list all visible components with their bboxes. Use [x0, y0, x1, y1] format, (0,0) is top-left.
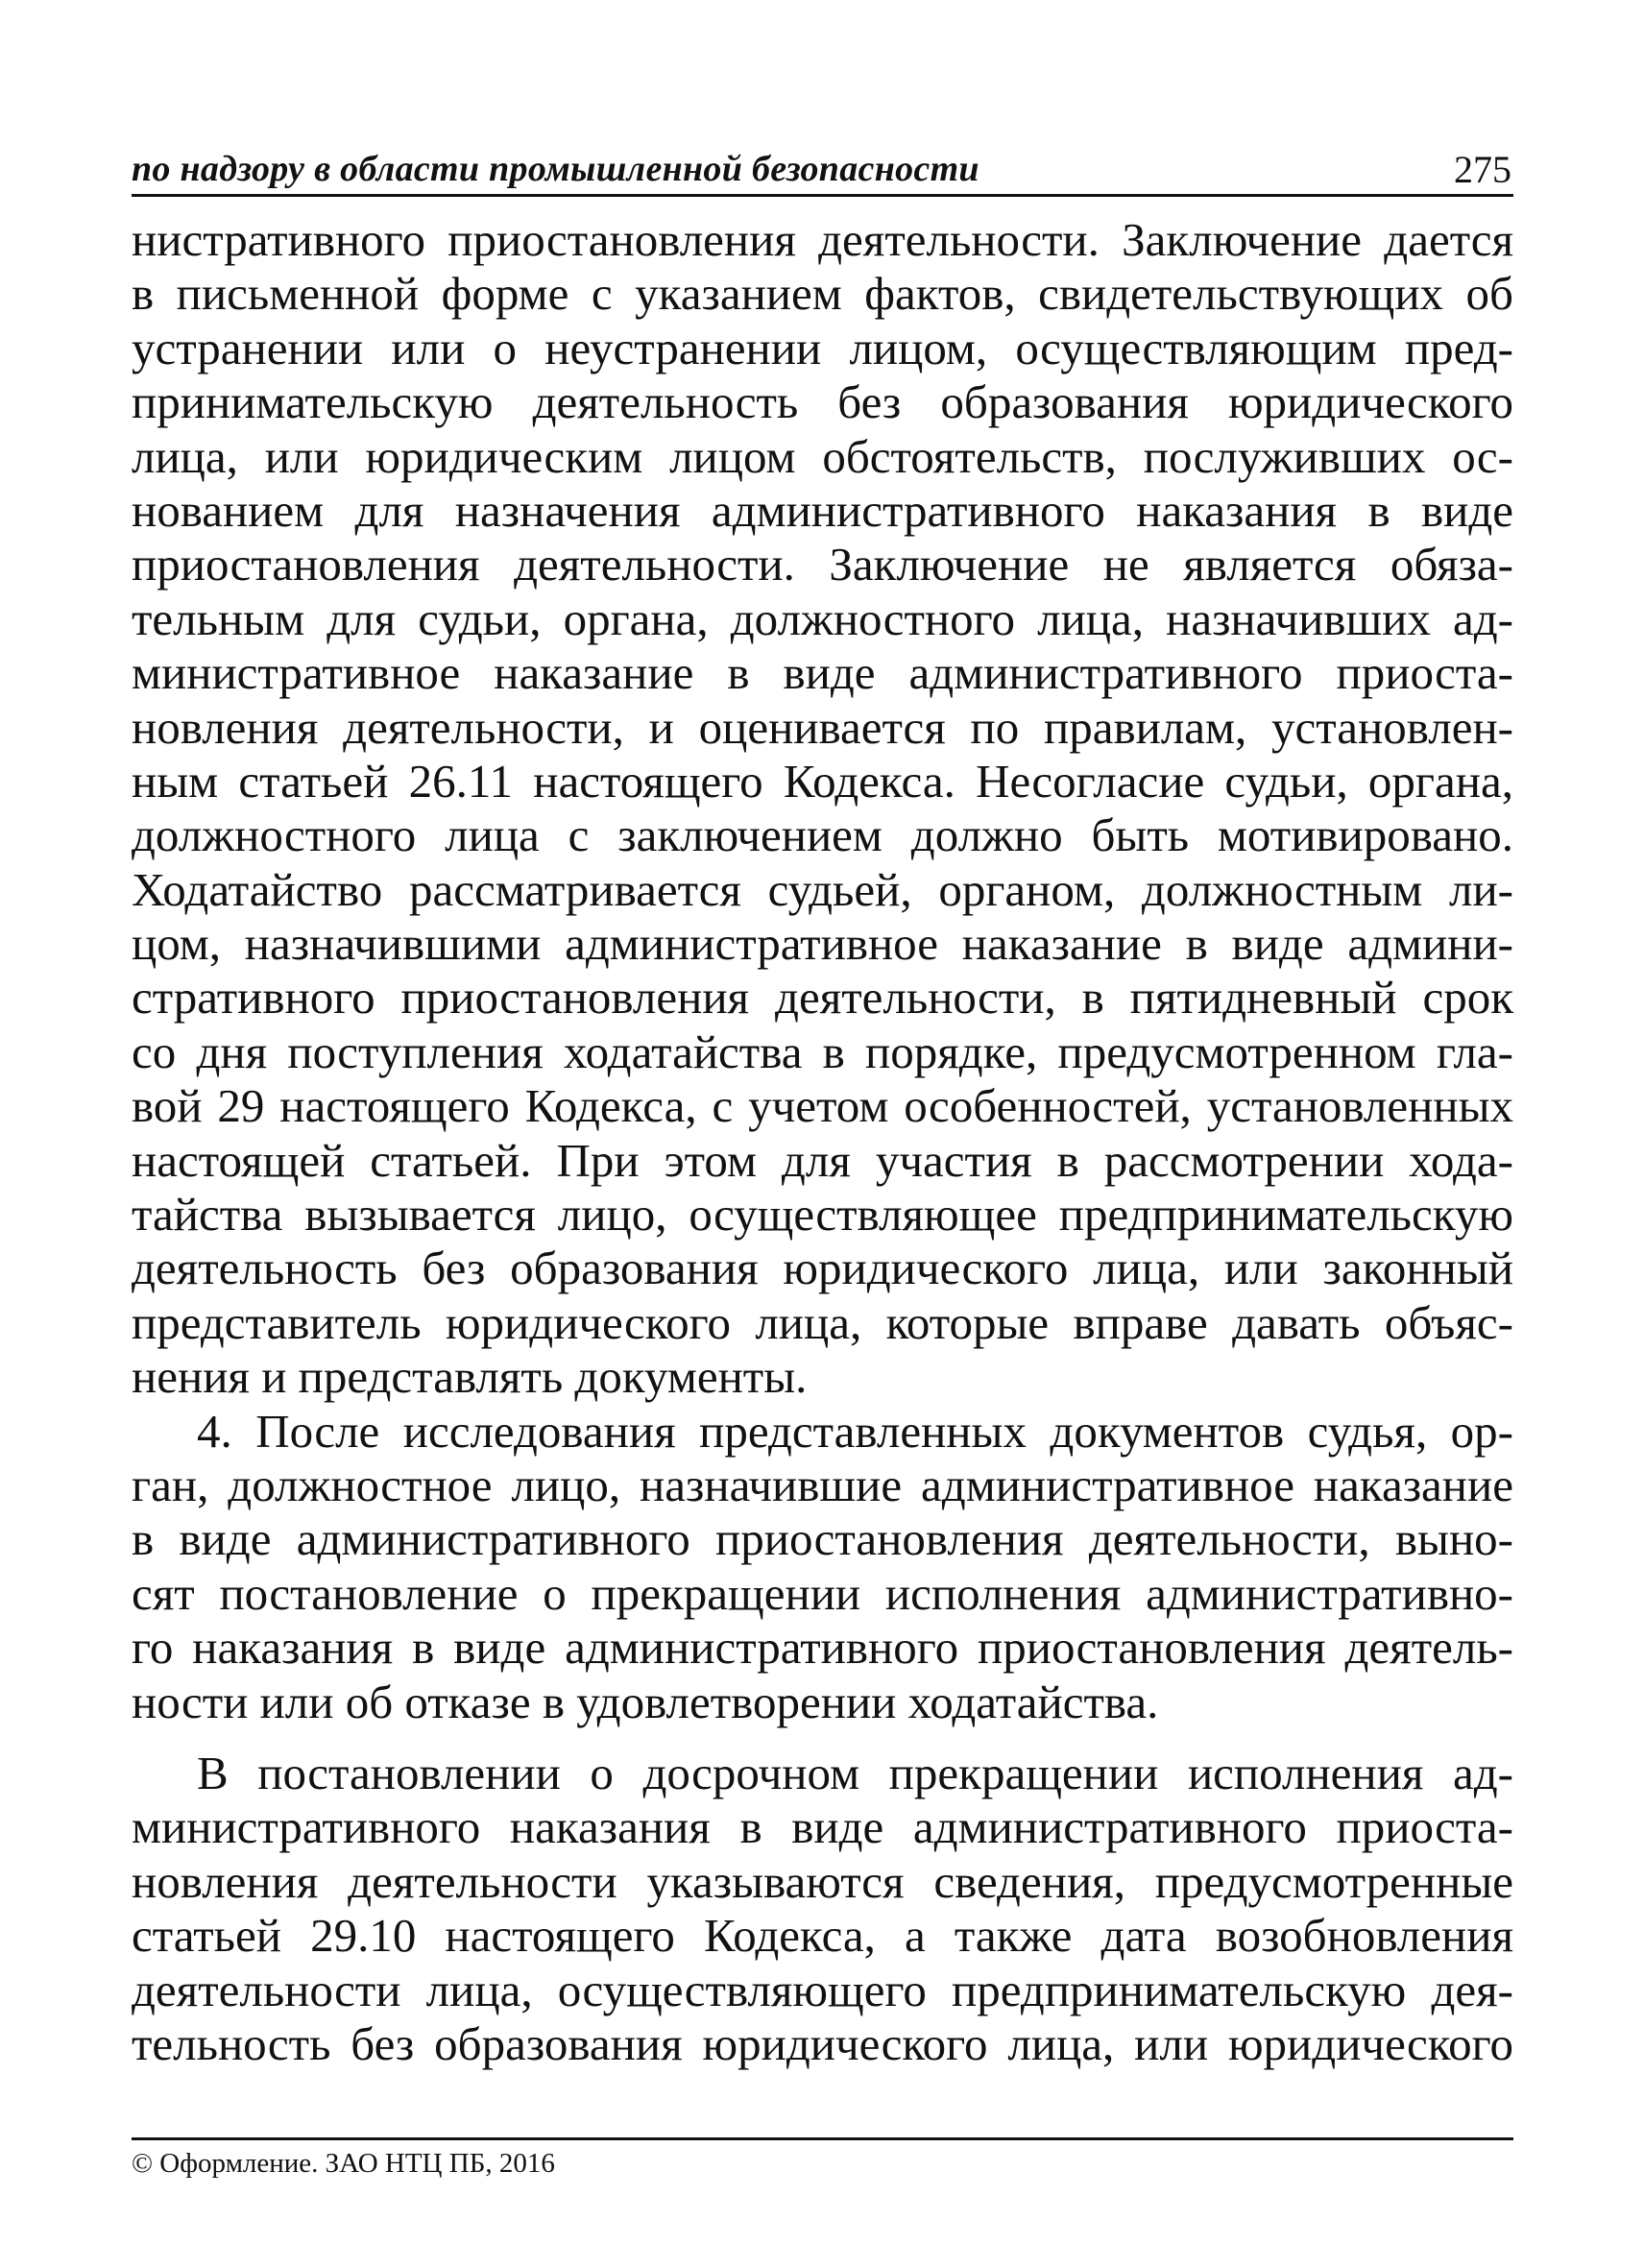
text-line: должностного лица с заключением должно быть мотивировано.	[132, 808, 1513, 862]
text-line: новления деятельности указываются сведения, предусмотренные	[132, 1854, 1513, 1908]
text-line: в письменной форме с указанием фактов, свидетельствующих об	[132, 267, 1513, 321]
text-line: министративное наказание в виде административного приоста-	[132, 646, 1513, 700]
text-line: тельным для судьи, органа, должностного лица, назначивших ад-	[132, 591, 1513, 645]
text-line: лица, или юридическим лицом обстоятельств, послуживших ос-	[132, 429, 1513, 483]
running-title: по надзору в области промышленной безопасности	[132, 149, 979, 189]
text-line: стративного приостановления деятельности, в пятидневный срок	[132, 971, 1513, 1025]
text-line: вой 29 настоящего Кодекса, с учетом особенностей, установленных	[132, 1079, 1513, 1133]
text-line: представитель юридического лица, которые вправе давать объяс-	[132, 1295, 1513, 1349]
text-line: приостановления деятельности. Заключение не является обяза-	[132, 538, 1513, 591]
copyright-footer	[132, 2137, 1513, 2180]
text-line: деятельности лица, осуществляющего предпринимательскую дея-	[132, 1963, 1513, 2016]
text-line: ган, должностное лицо, назначившие административное наказание	[132, 1458, 1513, 1511]
paragraph-continued	[132, 213, 1513, 1405]
text-line: тельность без образования юридического лица, или юридического	[132, 2016, 1513, 2070]
text-line: тайства вызывается лицо, осуществляющее предпринимательскую	[132, 1188, 1513, 1242]
text-line: ным статьей 26.11 настоящего Кодекса. Несогласие судьи, органа,	[132, 754, 1513, 808]
text-line: 4. После исследования представленных документов судья, ор-	[197, 1404, 1513, 1458]
text-line: принимательскую деятельность без образования юридического	[132, 375, 1513, 429]
running-header	[132, 144, 1513, 197]
text-line: настоящей статьей. При этом для участия в рассмотрении хода-	[132, 1133, 1513, 1187]
page-number: 275	[1454, 148, 1511, 191]
paragraph-spacer	[132, 1729, 1513, 1747]
text-line: нения и представлять документы.	[132, 1350, 808, 1404]
text-line: новления деятельности, и оценивается по правилам, установлен-	[132, 700, 1513, 754]
copyright-text: © Оформление. ЗАО НТЦ ПБ, 2016	[132, 2148, 555, 2179]
text-line: статьей 29.10 настоящего Кодекса, а также дата возобновления	[132, 1909, 1513, 1963]
text-line: устранении или о неустранении лицом, осуществляющим пред-	[132, 321, 1513, 374]
text-line: В постановлении о досрочном прекращении исполнения ад-	[197, 1746, 1513, 1799]
text-line: Ходатайство рассматривается судьей, органом, должностным ли-	[132, 862, 1513, 916]
text-line: деятельность без образования юридического лица, или законный	[132, 1242, 1513, 1295]
text-line: цом, назначившими административное наказание в виде админи-	[132, 917, 1513, 971]
body-text	[132, 213, 1513, 2071]
text-line: министративного наказания в виде административного приоста-	[132, 1800, 1513, 1854]
text-line: го наказания в виде административного приостановления деятель-	[132, 1621, 1513, 1675]
text-line: ности или об отказе в удовлетворении ходатайства.	[132, 1675, 1159, 1728]
paragraph-item-4	[132, 1405, 1513, 1729]
text-line: со дня поступления ходатайства в порядке, предусмотренном гла-	[132, 1025, 1513, 1078]
text-line: в виде административного приостановления деятельности, выно-	[132, 1512, 1513, 1566]
paragraph-resolution	[132, 1747, 1513, 2071]
text-line: нистративного приостановления деятельности. Заключение дается	[132, 213, 1513, 266]
text-line: нованием для назначения административного наказания в виде	[132, 483, 1513, 537]
text-line: сят постановление о прекращении исполнения административно-	[132, 1566, 1513, 1620]
